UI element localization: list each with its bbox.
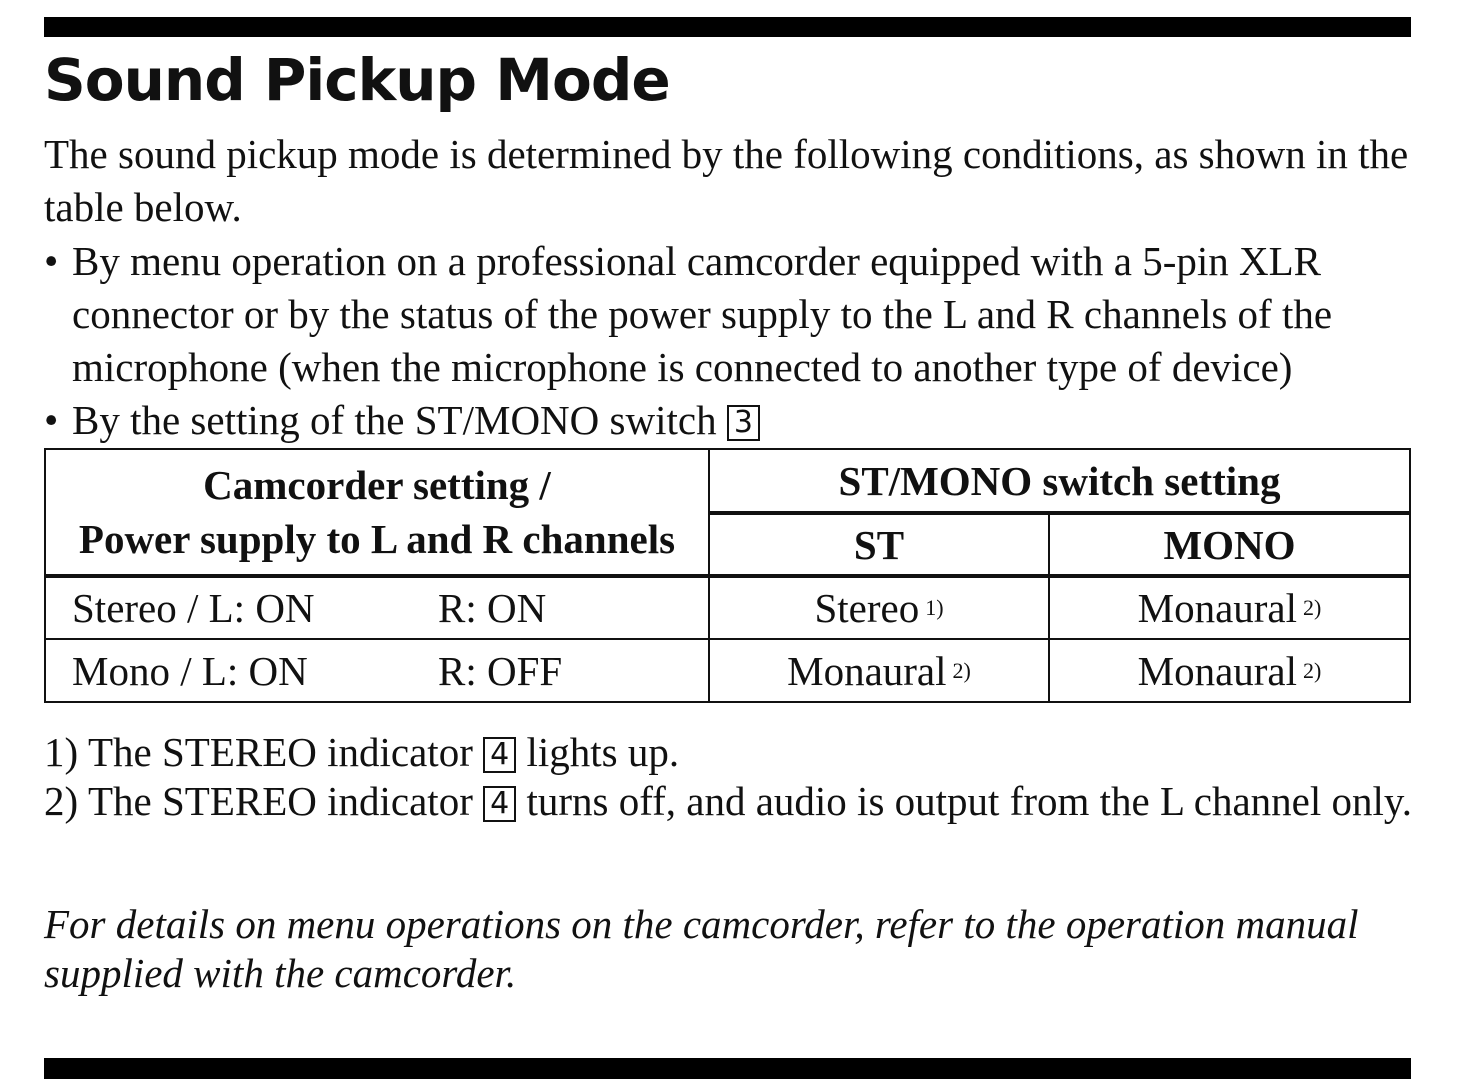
callout-number-badge: 4 bbox=[483, 786, 516, 822]
callout-number-badge: 4 bbox=[483, 737, 516, 773]
bullet-text: By menu operation on a professional camcorder equipped with a 5-pin XLR connector or by the status of the power supply to the L and R channels of the microphone (when the microphone is connected to another type of device) bbox=[72, 238, 1333, 390]
bullet-dot: • bbox=[44, 397, 59, 443]
footnote-text: turns off, and audio is output from the L channel only. bbox=[526, 778, 1412, 824]
header-col-mono: MONO bbox=[1163, 521, 1296, 568]
row-r-channel: R: ON bbox=[438, 585, 547, 631]
row-r-channel: R: OFF bbox=[438, 647, 563, 694]
sound-pickup-table bbox=[44, 448, 1411, 703]
intro-paragraph: The sound pickup mode is determined by the following conditions, as shown in the table below. bbox=[44, 131, 1409, 230]
cell-value: Monaural bbox=[1137, 647, 1298, 694]
callout-number-badge: 3 bbox=[727, 405, 760, 441]
footnote-item bbox=[44, 728, 1434, 777]
cell-value: Monaural bbox=[1137, 585, 1298, 631]
reference-note: For details on menu operations on the camcorder, refer to the operation manual supplied with the camcorder. bbox=[44, 901, 1359, 996]
footnote-number: 1) bbox=[44, 729, 79, 775]
bottom-rule bbox=[44, 1058, 1411, 1079]
header-camcorder-setting bbox=[46, 450, 708, 574]
top-rule bbox=[44, 17, 1411, 37]
footnote-item bbox=[44, 777, 1434, 826]
cell-value: Monaural bbox=[787, 647, 947, 694]
row-mode-label: Stereo / L: ON bbox=[72, 585, 315, 631]
bullet-dot: • bbox=[44, 238, 59, 284]
footnotes bbox=[44, 728, 1434, 826]
condition-list bbox=[44, 235, 1434, 447]
table-cell-st: Monaural 2) bbox=[787, 647, 971, 694]
header-line: Camcorder setting / bbox=[203, 462, 551, 508]
footnote-text: The STEREO indicator bbox=[88, 778, 473, 824]
table-cell-mono: Monaural 2) bbox=[1137, 647, 1322, 694]
list-item bbox=[44, 235, 1434, 394]
bullet-text: By the setting of the ST/MONO switch bbox=[72, 397, 717, 443]
footnote-text: lights up. bbox=[526, 729, 680, 775]
list-item bbox=[44, 394, 1434, 447]
row-mode-label: Mono / L: ON bbox=[72, 647, 308, 694]
header-line: Power supply to L and R channels bbox=[78, 516, 676, 562]
footnote-number: 2) bbox=[44, 778, 79, 824]
page-title: Sound Pickup Mode bbox=[44, 46, 670, 114]
table-cell-mono: Monaural 2) bbox=[1137, 585, 1322, 631]
table-cell-st: Stereo 1) bbox=[814, 585, 944, 631]
header-col-st: ST bbox=[853, 521, 905, 568]
cell-value: Stereo bbox=[814, 585, 920, 631]
footnote-text: The STEREO indicator bbox=[88, 729, 473, 775]
header-switch-setting: ST/MONO switch setting bbox=[838, 457, 1281, 504]
